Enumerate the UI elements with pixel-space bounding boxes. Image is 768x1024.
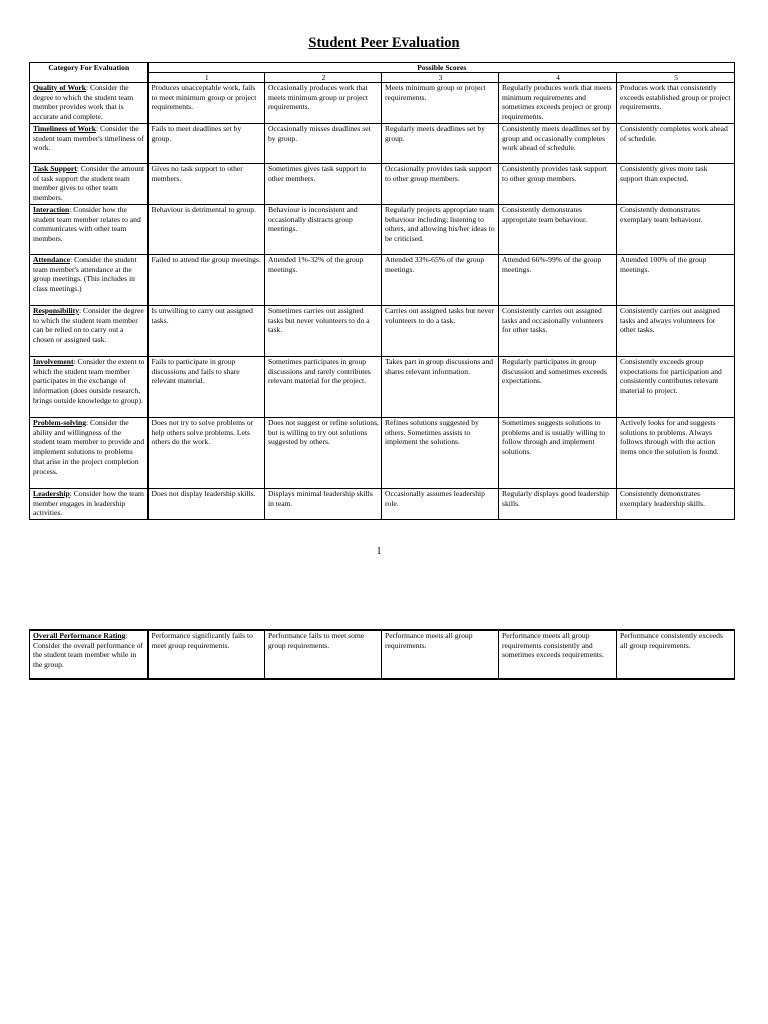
category-name: Interaction: [33, 205, 70, 214]
score-cell: Attended 100% of the group meetings.: [617, 255, 735, 306]
score-cell: Takes part in group discussions and shares relevant information.: [382, 357, 499, 418]
score-cell: Occasionally produces work that meets minimum group or project requirements.: [265, 83, 382, 124]
category-cell: [30, 630, 148, 679]
score-cell: Sometimes gives task support to other members.: [265, 164, 382, 205]
category-name: Overall Performance Rating: [33, 631, 126, 640]
category-description: : Consider the degree to which the student team member provides work that is accurate and complete.: [33, 83, 134, 122]
score-cell: Actively looks for and suggests solutions to problems. Always follows through with the action items once the solution is found.: [617, 418, 735, 489]
score-cell: Is unwilling to carry out assigned tasks.: [148, 306, 265, 357]
score-cell: Occasionally assumes leadership role.: [382, 489, 499, 520]
score-cell: Does not display leadership skills.: [148, 489, 265, 520]
score-cell: Attended 66%-99% of the group meetings.: [499, 255, 617, 306]
table-row: [30, 83, 735, 124]
category-cell: [30, 306, 148, 357]
table-row: [30, 489, 735, 520]
score-cell: Fails to meet deadlines set by group.: [148, 124, 265, 164]
category-description: : Consider the student team member's timeliness of work.: [33, 124, 144, 153]
table-row: [30, 255, 735, 306]
category-name: Task Support: [33, 164, 77, 173]
score-cell: Consistently gives more task support than expected.: [617, 164, 735, 205]
score-cell: Consistently demonstrates appropriate team behaviour.: [499, 205, 617, 255]
score-cell: Regularly produces work that meets minimum requirements and sometimes exceeds project or group requirements.: [499, 83, 617, 124]
score-cell: Produces unacceptable work, fails to meet minimum group or project requirements.: [148, 83, 265, 124]
score-header: 2: [265, 73, 382, 83]
table-row: [30, 357, 735, 418]
category-description: : Consider the degree to which the student team member can be relied on to carry out a chosen or assigned task.: [33, 306, 144, 345]
score-cell: Sometimes carries out assigned tasks but never volunteers to do a task.: [265, 306, 382, 357]
table-row: [30, 418, 735, 489]
score-cell: Carries out assigned tasks but never volunteers to do a task.: [382, 306, 499, 357]
score-cell: Consistently demonstrates exemplary leadership skills.: [617, 489, 735, 520]
score-cell: Performance meets all group requirements.: [382, 630, 499, 679]
score-cell: Does not suggest or refine solutions, but is willing to try out solutions suggested by others.: [265, 418, 382, 489]
possible-scores-header: Possible Scores: [148, 63, 735, 73]
score-cell: Refines solutions suggested by others. Sometimes assists to implement the solutions.: [382, 418, 499, 489]
category-cell: [30, 418, 148, 489]
category-description: : Consider the ability and willingness of the student team member to provide and implement solutions to problems that arise in the project completion process.: [33, 418, 145, 476]
category-description: : Consider the overall performance of the student team member while in the group.: [33, 631, 144, 670]
page-number: 1: [376, 546, 382, 557]
category-name: Leadership: [33, 489, 70, 498]
category-description: : Consider how the student team member relates to and communicates with other team members.: [33, 205, 141, 244]
score-cell: Consistently exceeds group expectations for participation and consistently contributes relevant material to project.: [617, 357, 735, 418]
score-cell: Occasionally misses deadlines set by group.: [265, 124, 382, 164]
page-title: Student Peer Evaluation: [308, 35, 460, 51]
score-cell: Sometimes participates in group discussions and rarely contributes relevant material for the project.: [265, 357, 382, 418]
score-cell: Regularly displays good leadership skills.: [499, 489, 617, 520]
category-cell: [30, 489, 148, 520]
table-row: [30, 630, 735, 679]
overall-rating-table: [29, 629, 735, 680]
score-header: 5: [617, 73, 735, 83]
score-cell: Regularly projects appropriate team behaviour including; listening to others, and allowing his/her ideas to be criticised.: [382, 205, 499, 255]
category-name: Quality of Work: [33, 83, 87, 92]
category-cell: [30, 83, 148, 124]
category-name: Problem-solving: [33, 418, 87, 427]
score-cell: Consistently carries out assigned tasks and always volunteers for other tasks.: [617, 306, 735, 357]
score-cell: Performance significantly fails to meet group requirements.: [148, 630, 265, 679]
category-cell: [30, 164, 148, 205]
score-cell: Does not try to solve problems or help others solve problems. Lets others do the work.: [148, 418, 265, 489]
category-description: : Consider the student team member's attendance at the group meetings. (This includes in class meetings.): [33, 255, 137, 294]
category-name: Attendance: [33, 255, 71, 264]
table-row: [30, 306, 735, 357]
table-row: [30, 124, 735, 164]
table-row: [30, 205, 735, 255]
table-row: [30, 164, 735, 205]
score-cell: Produces work that consistently exceeds established group or project requirements.: [617, 83, 735, 124]
score-cell: Regularly meets deadlines set by group.: [382, 124, 499, 164]
category-description: : Consider the extent to which the student team member participates in the exchange of information (does outside research, brings outside knowledge to group).: [33, 357, 145, 405]
score-cell: Attended 33%-65% of the group meetings.: [382, 255, 499, 306]
score-cell: Gives no task support to other members.: [148, 164, 265, 205]
category-name: Responsibility: [33, 306, 79, 315]
score-cell: Regularly participates in group discussion and sometimes exceeds expectations.: [499, 357, 617, 418]
score-header: 1: [148, 73, 265, 83]
score-cell: Consistently carries out assigned tasks and occasionally volunteers for other tasks.: [499, 306, 617, 357]
evaluation-table: [29, 62, 735, 520]
score-cell: Consistently demonstrates exemplary team behaviour.: [617, 205, 735, 255]
score-cell: Attended 1%-32% of the group meetings.: [265, 255, 382, 306]
score-cell: Consistently provides task support to other group members.: [499, 164, 617, 205]
score-cell: Consistently completes work ahead of schedule.: [617, 124, 735, 164]
score-cell: Failed to attend the group meetings.: [148, 255, 265, 306]
category-cell: [30, 124, 148, 164]
category-header: Category For Evaluation: [30, 63, 148, 83]
category-cell: [30, 205, 148, 255]
category-description: : Consider how the team member engages in leadership activities.: [33, 489, 144, 518]
category-cell: [30, 357, 148, 418]
score-cell: Performance fails to meet some group requirements.: [265, 630, 382, 679]
score-cell: Occasionally provides task support to other group members.: [382, 164, 499, 205]
score-header: 3: [382, 73, 499, 83]
category-cell: [30, 255, 148, 306]
score-cell: Performance consistently exceeds all group requirements.: [617, 630, 735, 679]
category-description: : Consider the amount of task support the student team member gives to other team members.: [33, 164, 145, 203]
category-name: Involvement: [33, 357, 74, 366]
score-cell: Behaviour is inconsistent and occasionally distracts group meetings.: [265, 205, 382, 255]
score-cell: Meets minimum group or project requirements.: [382, 83, 499, 124]
category-name: Timeliness of Work: [33, 124, 97, 133]
score-cell: Performance meets all group requirements consistently and sometimes exceeds requirements.: [499, 630, 617, 679]
score-cell: Sometimes suggests solutions to problems and is usually willing to follow through and implement solutions.: [499, 418, 617, 489]
score-cell: Fails to participate in group discussions and fails to share relevant material.: [148, 357, 265, 418]
score-cell: Displays minimal leadership skills in team.: [265, 489, 382, 520]
score-header: 4: [499, 73, 617, 83]
score-cell: Consistently meets deadlines set by group and occasionally completes work ahead of schedule.: [499, 124, 617, 164]
score-cell: Behaviour is detrimental to group.: [148, 205, 265, 255]
